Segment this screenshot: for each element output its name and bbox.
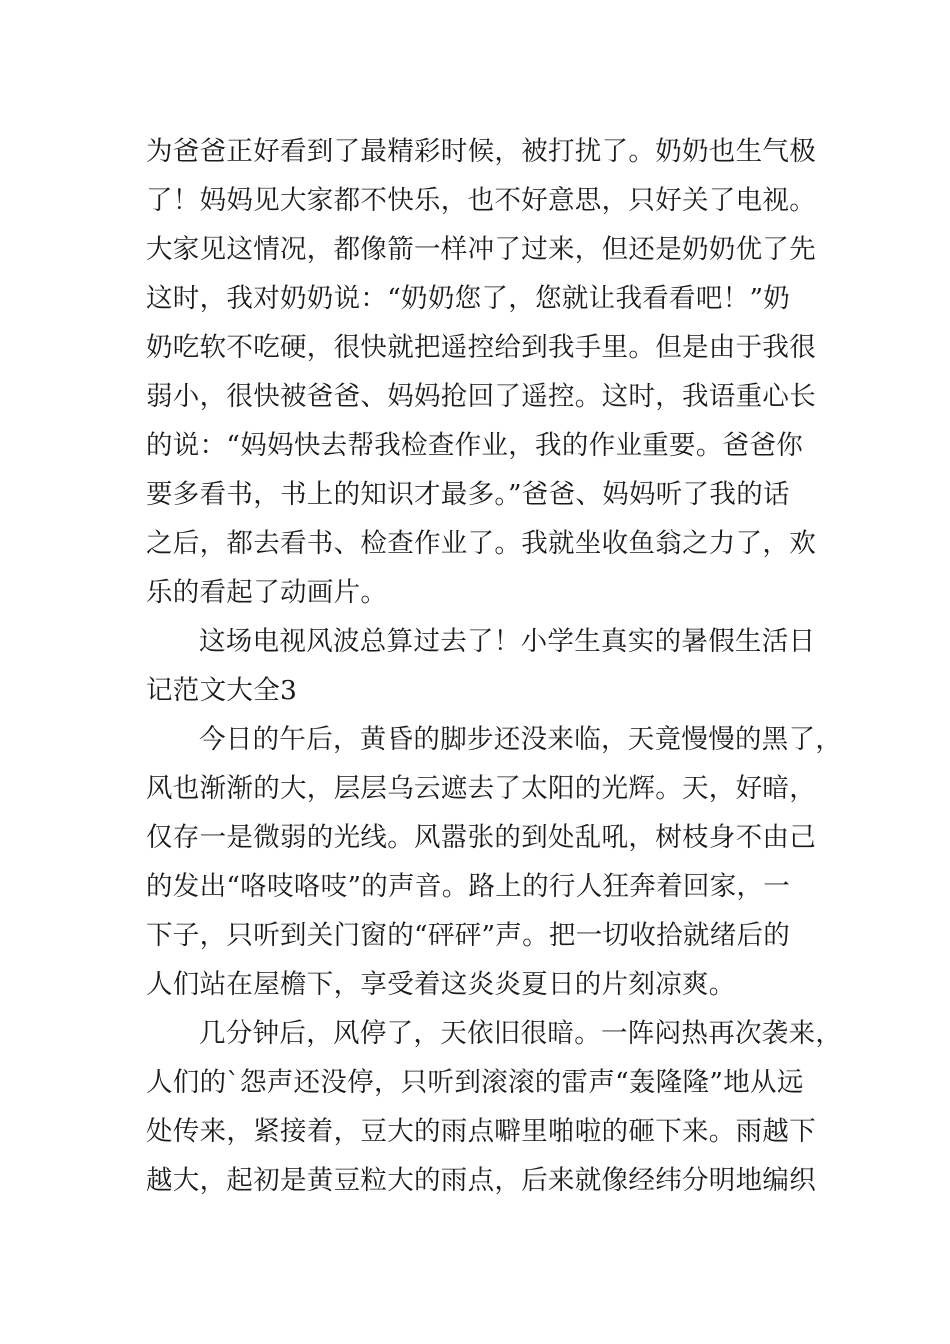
text-line: 的发出“咯吱咯吱”的声音。路上的行人狂奔着回家，一 <box>146 871 791 902</box>
paragraph-start-line: 几分钟后，风停了，天依旧很暗。一阵闷热再次袭来， <box>199 1018 843 1049</box>
text-line: 人们站在屋檐下，享受着这炎炎夏日的片刻凉爽。 <box>146 969 736 1000</box>
text-line: 奶吃软不吃硬，很快就把遥控给到我手里。但是由于我很 <box>146 332 816 363</box>
text-line: 下子，只听到关门窗的“砰砰”声。把一切收拾就绪后的 <box>146 920 791 951</box>
text-line: 乐的看起了动画片。 <box>146 577 388 608</box>
text-line: 记范文大全3 <box>146 675 298 706</box>
text-line: 之后，都去看书、检查作业了。我就坐收鱼翁之力了，欢 <box>146 528 816 559</box>
text-line: 为爸爸正好看到了最精彩时候，被打扰了。奶奶也生气极 <box>146 136 816 167</box>
text-line: 这时，我对奶奶说：“奶奶您了，您就让我看看吧！”奶 <box>146 283 791 314</box>
paragraph-start-line: 今日的午后，黄昏的脚步还没来临，天竟慢慢的黑了， <box>199 724 843 755</box>
text-line: 处传来，紧接着，豆大的雨点噼里啪啦的砸下来。雨越下 <box>146 1116 816 1147</box>
text-line: 的说：“妈妈快去帮我检查作业，我的作业重要。爸爸你 <box>146 430 804 461</box>
text-line: 人们的`怨声还没停，只听到滚滚的雷声“轰隆隆”地从远 <box>146 1067 804 1098</box>
text-line: 风也渐渐的大，层层乌云遮去了太阳的光辉。天，好暗， <box>146 773 816 804</box>
text-line: 大家见这情况，都像箭一样冲了过来，但还是奶奶优了先 <box>146 234 816 265</box>
text-line: 越大，起初是黄豆粒大的雨点，后来就像经纬分明地编织 <box>146 1165 816 1196</box>
text-line: 了！妈妈见大家都不快乐，也不好意思，只好关了电视。 <box>146 185 816 216</box>
body-text <box>146 127 843 1205</box>
text-line: 仅存一是微弱的光线。风嚣张的到处乱吼，树枝身不由己 <box>146 822 816 853</box>
text-line: 要多看书，书上的知识才最多。”爸爸、妈妈听了我的话 <box>146 479 790 510</box>
text-line: 弱小，很快被爸爸、妈妈抢回了遥控。这时，我语重心长 <box>146 381 816 412</box>
paragraph-start-line: 这场电视风波总算过去了！小学生真实的暑假生活日 <box>199 626 816 657</box>
